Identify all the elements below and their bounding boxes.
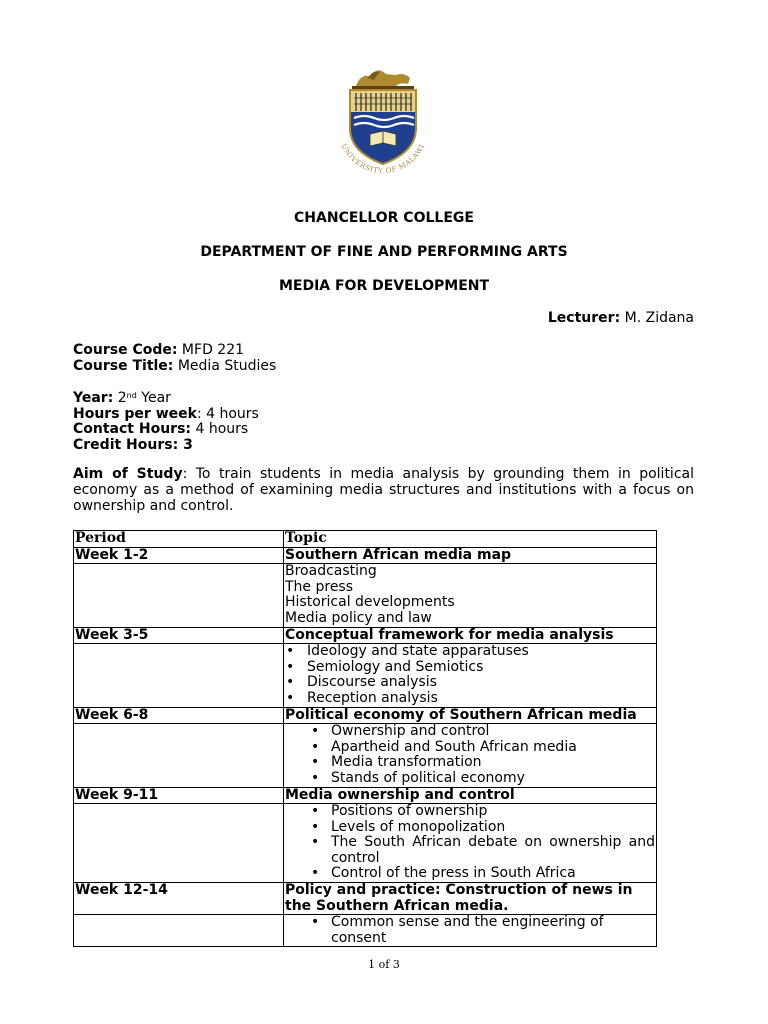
shield-icon: [350, 90, 416, 164]
table-row: [74, 547, 657, 564]
hours-value: : 4 hours: [196, 406, 259, 422]
university-crest-logo: [330, 66, 436, 184]
table-row: [74, 883, 657, 915]
empty-cell: [74, 644, 284, 707]
course-heading: MEDIA FOR DEVELOPMENT: [278, 278, 490, 294]
table-row: [74, 644, 657, 707]
schedule-table: [73, 530, 657, 947]
table-row: [74, 707, 657, 724]
course-title-label: Course Title:: [73, 358, 174, 374]
period-cell: Week 3-5: [74, 627, 284, 644]
subtopics-cell: [284, 804, 657, 883]
table-row: [74, 787, 657, 804]
topic-cell: Political economy of Southern African media: [284, 707, 657, 724]
bullet-item: • Discourse analysis: [285, 675, 655, 691]
year-line: [73, 390, 171, 406]
college-title: CHANCELLOR COLLEGE: [294, 210, 474, 226]
bullet-item: • Apartheid and South African media: [285, 740, 655, 756]
topic-cell: Southern African media map: [284, 547, 657, 564]
period-cell: Week 9-11: [74, 787, 284, 804]
topic-cell: Policy and practice: Construction of news in the Southern African media.: [284, 883, 657, 915]
department-title: DEPARTMENT OF FINE AND PERFORMING ARTS: [200, 244, 568, 260]
empty-cell: [74, 724, 284, 787]
bullet-item: • Semiology and Semiotics: [285, 660, 655, 676]
lion-crest-icon: [352, 70, 414, 90]
bullet-item: • Stands of political economy: [285, 771, 655, 787]
hours-label: Hours per week: [73, 406, 197, 422]
aim-label: Aim of Study: [73, 466, 183, 482]
lecturer-label: Lecturer:: [547, 310, 621, 326]
seal-text: UNIVERSITY OF MALAWI: [339, 142, 427, 176]
bullet-item: • Control of the press in South Africa: [285, 866, 655, 882]
header-topic: Topic: [284, 531, 657, 548]
aim-text: : To train students in media analysis by grounding them in political economy as a method of examining media structures and institutions with a focus on ownership and control.: [73, 466, 694, 514]
course-title-value: Media Studies: [173, 358, 277, 374]
empty-cell: [74, 804, 284, 883]
aim-of-study: [73, 466, 694, 514]
lecturer-value: M. Zidana: [620, 310, 694, 326]
bullet-item: • Common sense and the engineering of consent: [285, 915, 610, 946]
contact-hours-line: [73, 421, 248, 437]
bullet-item: • Levels of monopolization: [285, 820, 655, 836]
contact-hours-value: 4 hours: [191, 421, 249, 437]
page-number: 1 of 3: [368, 958, 400, 971]
list-item: Broadcasting: [285, 563, 377, 580]
header-period: Period: [74, 531, 284, 548]
table-row: [74, 564, 657, 627]
contact-hours-label: Contact Hours:: [73, 421, 192, 437]
empty-cell: [74, 915, 284, 947]
table-header-row: [74, 531, 657, 548]
bullet-item: • Positions of ownership: [285, 804, 655, 820]
subtopics-cell: [284, 724, 657, 787]
list-item: Historical developments: [285, 594, 455, 611]
credit-hours-label: Credit Hours: 3: [73, 437, 193, 453]
year-label: Year:: [73, 390, 114, 406]
bullet-item: • Reception analysis: [285, 691, 655, 707]
year-number: 2: [113, 390, 127, 406]
year-word: Year: [136, 390, 171, 406]
table-row: [74, 724, 657, 787]
credit-hours-line: [73, 437, 193, 453]
list-item: The press: [285, 578, 354, 595]
table-row: [74, 804, 657, 883]
period-cell: Week 1-2: [74, 547, 284, 564]
lecturer-line: [548, 310, 694, 326]
topic-cell: Conceptual framework for media analysis: [284, 627, 657, 644]
period-cell: Week 6-8: [74, 707, 284, 724]
course-code-value: MFD 221: [177, 342, 245, 358]
table-row: [74, 915, 657, 947]
subtopics-cell: [284, 644, 657, 707]
table-row: [74, 627, 657, 644]
subtopics-cell: [284, 564, 657, 627]
bullet-item: • The South African debate on ownership and control: [285, 835, 655, 866]
list-item: Media policy and law: [285, 609, 432, 626]
course-title-line: [73, 358, 276, 374]
topic-cell: Media ownership and control: [284, 787, 657, 804]
bullet-item: • Ideology and state apparatuses: [285, 644, 655, 660]
empty-cell: [74, 564, 284, 627]
course-code-label: Course Code:: [73, 342, 178, 358]
year-suffix: nd: [126, 391, 137, 400]
period-cell: Week 12-14: [74, 883, 284, 915]
bullet-item: • Media transformation: [285, 755, 655, 771]
course-code-line: [73, 342, 244, 358]
bullet-item: • Ownership and control: [285, 724, 655, 740]
hours-line: [73, 406, 259, 422]
subtopics-cell: [284, 915, 657, 947]
